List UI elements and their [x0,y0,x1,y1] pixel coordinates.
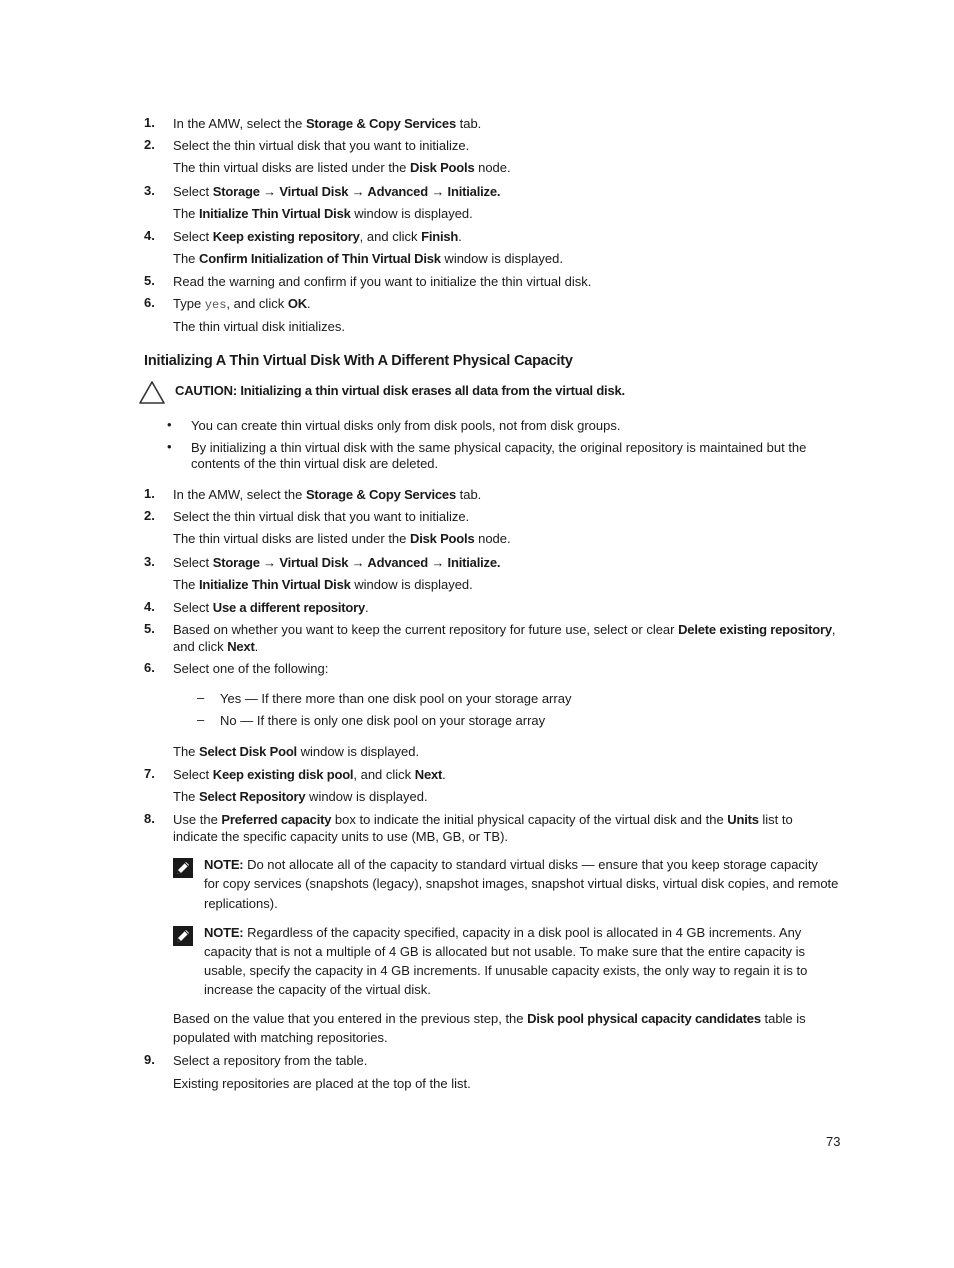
step-text: Select a repository from the table. [173,1053,368,1068]
caution-text: CAUTION: Initializing a thin virtual disk erases all data from the virtual disk. [175,383,625,398]
step-text: Use the Preferred capacity box to indicate the initial physical capacity of the virtual disk and the Units list to [173,812,793,827]
section-heading: Initializing A Thin Virtual Disk With A Different Physical Capacity [144,353,573,369]
note-text: usable, specify the capacity in 4 GB increments. If unusable capacity exists, the only way to regain it is to [204,963,808,978]
step-number: 2. [144,508,155,523]
note-text: increase the capacity of the virtual disk. [204,982,431,997]
step-text: Select the thin virtual disk that you want to initialize. [173,138,470,153]
step-followup: The Select Disk Pool window is displayed. [173,744,420,759]
step-number: 6. [144,295,155,310]
step-number: 9. [144,1052,155,1067]
step-number: 5. [144,621,155,636]
step-number: 8. [144,811,155,826]
step-number: 5. [144,273,155,288]
dash-item: No — If there is only one disk pool on your storage array [220,713,546,728]
note-pencil-icon [173,858,193,878]
step-text: Select Storage → Virtual Disk → Advanced → Initialize. [173,184,501,199]
dash-marker: – [197,712,205,727]
bullet-text: By initializing a thin virtual disk with the same physical capacity, the original repository is maintained but the [191,440,807,455]
step-text: In the AMW, select the Storage & Copy Services tab. [173,487,482,502]
step-followup: The thin virtual disk initializes. [173,319,345,334]
paragraph-text: Based on the value that you entered in the previous step, the Disk pool physical capacity candidates table is [173,1011,806,1026]
step-number: 4. [144,599,155,614]
note-pencil-icon [173,926,193,946]
step-text: Select Storage → Virtual Disk → Advanced → Initialize. [173,555,501,570]
bullet-marker: • [167,439,172,454]
bullet-marker: • [167,417,172,432]
step-number: 3. [144,554,155,569]
step-text: Select Keep existing disk pool, and click Next. [173,767,446,782]
step-number: 1. [144,115,155,130]
step-number: 4. [144,228,155,243]
step-text: Read the warning and confirm if you want to initialize the thin virtual disk. [173,274,592,289]
step-text: Type yes, and click OK. [173,296,311,312]
note-text: for copy services (snapshots (legacy), snapshot images, snapshot virtual disks, virtual disk copies, and remote [204,876,839,891]
note-text: NOTE: Regardless of the capacity specified, capacity in a disk pool is allocated in 4 GB increments. Any [204,925,802,940]
note-text: replications). [204,896,278,911]
step-number: 1. [144,486,155,501]
step-number: 7. [144,766,155,781]
step-text: Select Use a different repository. [173,600,369,615]
step-text: and click Next. [173,639,259,654]
step-text: Select Keep existing repository, and click Finish. [173,229,462,244]
note-text: NOTE: Do not allocate all of the capacity to standard virtual disks — ensure that you keep storage capacity [204,857,818,872]
paragraph-text: populated with matching repositories. [173,1030,388,1045]
step-number: 3. [144,183,155,198]
step-followup: The Initialize Thin Virtual Disk window is displayed. [173,577,473,592]
dash-marker: – [197,690,205,705]
bullet-text: You can create thin virtual disks only from disk pools, not from disk groups. [191,418,621,433]
bullet-text: contents of the thin virtual disk are deleted. [191,456,439,471]
step-followup: Existing repositories are placed at the top of the list. [173,1076,471,1091]
step-text: Based on whether you want to keep the current repository for future use, select or clear Delete existing repository, [173,622,836,637]
step-followup: The Select Repository window is displayed. [173,789,428,804]
step-followup: The thin virtual disks are listed under the Disk Pools node. [173,531,511,546]
step-text: Select the thin virtual disk that you want to initialize. [173,509,470,524]
step-text: Select one of the following: [173,661,329,676]
step-text: indicate the specific capacity units to use (MB, GB, or TB). [173,829,509,844]
step-text: In the AMW, select the Storage & Copy Services tab. [173,116,482,131]
step-number: 2. [144,137,155,152]
note-text: capacity that is not a multiple of 4 GB is allocated but not usable. To make sure that the entire capacity is [204,944,805,959]
step-followup: The Initialize Thin Virtual Disk window is displayed. [173,206,473,221]
dash-item: Yes — If there more than one disk pool on your storage array [220,691,572,706]
step-followup: The Confirm Initialization of Thin Virtual Disk window is displayed. [173,251,563,266]
page-number: 73 [826,1134,841,1149]
step-number: 6. [144,660,155,675]
step-followup: The thin virtual disks are listed under the Disk Pools node. [173,160,511,175]
caution-icon [138,380,166,405]
